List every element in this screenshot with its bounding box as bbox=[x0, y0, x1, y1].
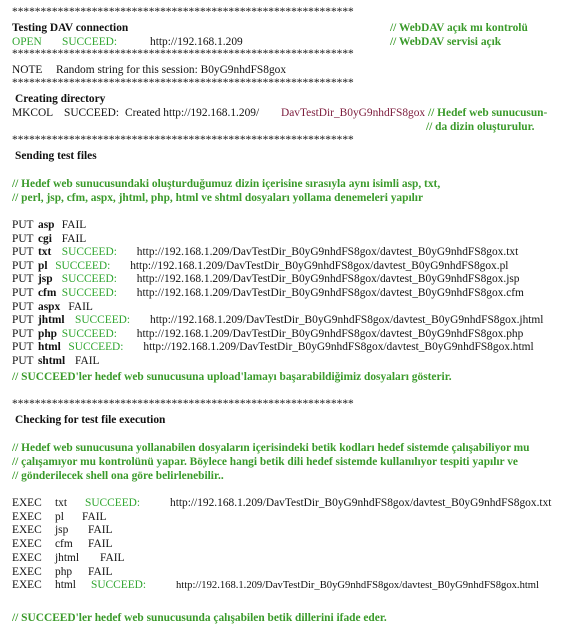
put-row-command: PUT bbox=[12, 314, 34, 327]
exec-row-extension: jsp bbox=[55, 524, 69, 537]
exec-row-extension: pl bbox=[55, 510, 64, 523]
put-row-command: PUT bbox=[12, 232, 34, 245]
separator: ************************************************************ bbox=[12, 134, 354, 146]
exec-row-url: http://192.168.1.209/DavTestDir_B0yG9nhdFS8gox/davtest_B0yG9nhdFS8gox.html bbox=[176, 580, 539, 592]
put-row-status-succeed: SUCCEED: bbox=[55, 259, 111, 272]
exec-row-extension: txt bbox=[55, 497, 68, 509]
put-row-status-succeed: SUCCEED: bbox=[61, 287, 117, 299]
put-row-status-succeed: SUCCEED: bbox=[75, 314, 131, 327]
put-row-extension: aspx bbox=[38, 300, 61, 313]
put-row-status-fail: FAIL bbox=[75, 355, 100, 367]
put-row-command: PUT bbox=[12, 246, 34, 259]
put-row-extension: jhtml bbox=[38, 314, 65, 327]
put-row-url: http://192.168.1.209/DavTestDir_B0yG9nhdFS8gox/davtest_B0yG9nhdFS8gox.jhtml bbox=[150, 314, 544, 327]
put-row-extension: cfm bbox=[38, 287, 57, 299]
put-row-status-succeed: SUCCEED: bbox=[61, 273, 117, 286]
put-row-extension: html bbox=[38, 341, 61, 354]
exec-row-url: http://192.168.1.209/DavTestDir_B0yG9nhdFS8gox/davtest_B0yG9nhdFS8gox.txt bbox=[170, 497, 552, 509]
put-row-command: PUT bbox=[12, 219, 34, 231]
comment-webdav-check: // WebDAV açık mı kontrolü bbox=[390, 22, 528, 34]
put-row-command: PUT bbox=[12, 341, 34, 354]
exec-row-status-succeed: SUCCEED: bbox=[91, 579, 147, 592]
put-row-command: PUT bbox=[12, 327, 34, 340]
comment-sending-1: // Hedef web sunucusundaki oluşturduğumuz dizin içerisine sırasıyla aynı isimli asp, txt, bbox=[12, 178, 441, 190]
put-row-status-succeed: SUCCEED: bbox=[68, 341, 124, 354]
section-title-checking-execution: Checking for test file execution bbox=[15, 414, 166, 426]
comment-put-footer: // SUCCEED'ler hedef web sunucusuna upload'lamayı başarabildiğimiz dosyaları gösterir. bbox=[12, 371, 452, 383]
put-row-url: http://192.168.1.209/DavTestDir_B0yG9nhdFS8gox/davtest_B0yG9nhdFS8gox.php bbox=[136, 327, 524, 340]
mkcol-directory-name: DavTestDir_B0yG9nhdFS8gox bbox=[281, 107, 426, 119]
put-row-status-fail: FAIL bbox=[61, 219, 87, 231]
comment-exec-2: // çalışamıyor mu kontrolünü yapar. Böylece hangi betik dili hedef sistemde kullanılıyor tespiti yapılır ve bbox=[12, 456, 518, 468]
put-row-extension: jsp bbox=[38, 273, 53, 286]
put-row-command: PUT bbox=[12, 300, 34, 313]
put-row-url: http://192.168.1.209/DavTestDir_B0yG9nhdFS8gox/davtest_B0yG9nhdFS8gox.jsp bbox=[136, 273, 520, 286]
section-title-testing-dav: Testing DAV connection bbox=[12, 22, 129, 34]
exec-row-extension: jhtml bbox=[55, 551, 80, 564]
exec-row-command: EXEC bbox=[12, 510, 42, 523]
put-row-command: PUT bbox=[12, 259, 34, 272]
exec-row-status-succeed: SUCCEED: bbox=[85, 497, 141, 509]
exec-row-status-fail: FAIL bbox=[82, 510, 107, 523]
note-label: NOTE bbox=[12, 64, 43, 76]
put-row-command: PUT bbox=[12, 355, 34, 367]
open-label: OPEN bbox=[12, 36, 42, 48]
put-row-command: PUT bbox=[12, 287, 34, 299]
put-row-extension: shtml bbox=[38, 355, 66, 367]
comment-exec-1: // Hedef web sunucusuna yollanabilen dosyaların içerisindeki betik kodları hedef sistemde çalışabiliyor mu bbox=[12, 442, 530, 454]
comment-create-dir-2: // da dizin oluşturulur. bbox=[426, 121, 535, 133]
exec-row-command: EXEC bbox=[12, 538, 42, 551]
note-text: Random string for this session: B0yG9nhdFS8gox bbox=[56, 64, 287, 76]
comment-exec-3: // gönderilecek shell ona göre belirlenebilir.. bbox=[12, 470, 224, 482]
comment-create-dir-1: // Hedef web sunucusun- bbox=[428, 107, 548, 119]
exec-row-extension: cfm bbox=[55, 538, 73, 551]
exec-row-status-fail: FAIL bbox=[88, 524, 113, 537]
exec-row-command: EXEC bbox=[12, 551, 42, 564]
put-row-status-succeed: SUCCEED: bbox=[61, 327, 117, 340]
exec-row-status-fail: FAIL bbox=[100, 551, 125, 564]
put-row-extension: asp bbox=[38, 219, 55, 231]
separator: ************************************************************ bbox=[12, 48, 354, 60]
separator: ************************************************************ bbox=[12, 77, 354, 89]
separator: ************************************************************ bbox=[12, 398, 354, 410]
put-row-status-succeed: SUCCEED: bbox=[61, 246, 117, 259]
mkcol-created-url: Created http://192.168.1.209/ bbox=[125, 107, 260, 119]
put-row-url: http://192.168.1.209/DavTestDir_B0yG9nhdFS8gox/davtest_B0yG9nhdFS8gox.txt bbox=[136, 246, 519, 259]
open-status: SUCCEED: bbox=[62, 36, 118, 48]
separator: ************************************************************ bbox=[12, 6, 354, 18]
exec-row-command: EXEC bbox=[12, 579, 42, 592]
exec-row-extension: html bbox=[55, 579, 76, 592]
exec-row-extension: php bbox=[55, 565, 73, 578]
comment-sending-2: // perl, jsp, cfm, aspx, jhtml, php, html ve shtml dosyaları yollama denemeleri yapılır bbox=[12, 192, 424, 204]
comment-webdav-open: // WebDAV servisi açık bbox=[390, 36, 502, 48]
put-row-url: http://192.168.1.209/DavTestDir_B0yG9nhdFS8gox/davtest_B0yG9nhdFS8gox.pl bbox=[130, 259, 509, 272]
put-row-url: http://192.168.1.209/DavTestDir_B0yG9nhdFS8gox/davtest_B0yG9nhdFS8gox.cfm bbox=[136, 287, 524, 299]
exec-row-command: EXEC bbox=[12, 497, 42, 509]
open-url: http://192.168.1.209 bbox=[150, 36, 243, 48]
exec-row-status-fail: FAIL bbox=[88, 538, 113, 551]
section-title-creating-directory: Creating directory bbox=[15, 93, 106, 105]
comment-exec-footer: // SUCCEED'ler hedef web sunucusunda çalışabilen betik dillerini ifade eder. bbox=[12, 612, 387, 624]
section-title-sending-test-files: Sending test files bbox=[15, 150, 97, 162]
put-row-extension: txt bbox=[38, 246, 52, 259]
mkcol-label: MKCOL bbox=[12, 107, 54, 119]
put-row-extension: php bbox=[38, 327, 58, 340]
put-row-status-fail: FAIL bbox=[68, 300, 93, 313]
mkcol-status: SUCCEED: bbox=[64, 107, 120, 119]
exec-row-status-fail: FAIL bbox=[88, 565, 113, 578]
put-row-status-fail: FAIL bbox=[61, 232, 87, 245]
exec-row-command: EXEC bbox=[12, 524, 42, 537]
put-row-url: http://192.168.1.209/DavTestDir_B0yG9nhdFS8gox/davtest_B0yG9nhdFS8gox.html bbox=[143, 341, 534, 354]
put-row-extension: pl bbox=[38, 259, 48, 272]
put-row-extension: cgi bbox=[38, 232, 52, 245]
put-row-command: PUT bbox=[12, 273, 34, 286]
exec-row-command: EXEC bbox=[12, 565, 42, 578]
